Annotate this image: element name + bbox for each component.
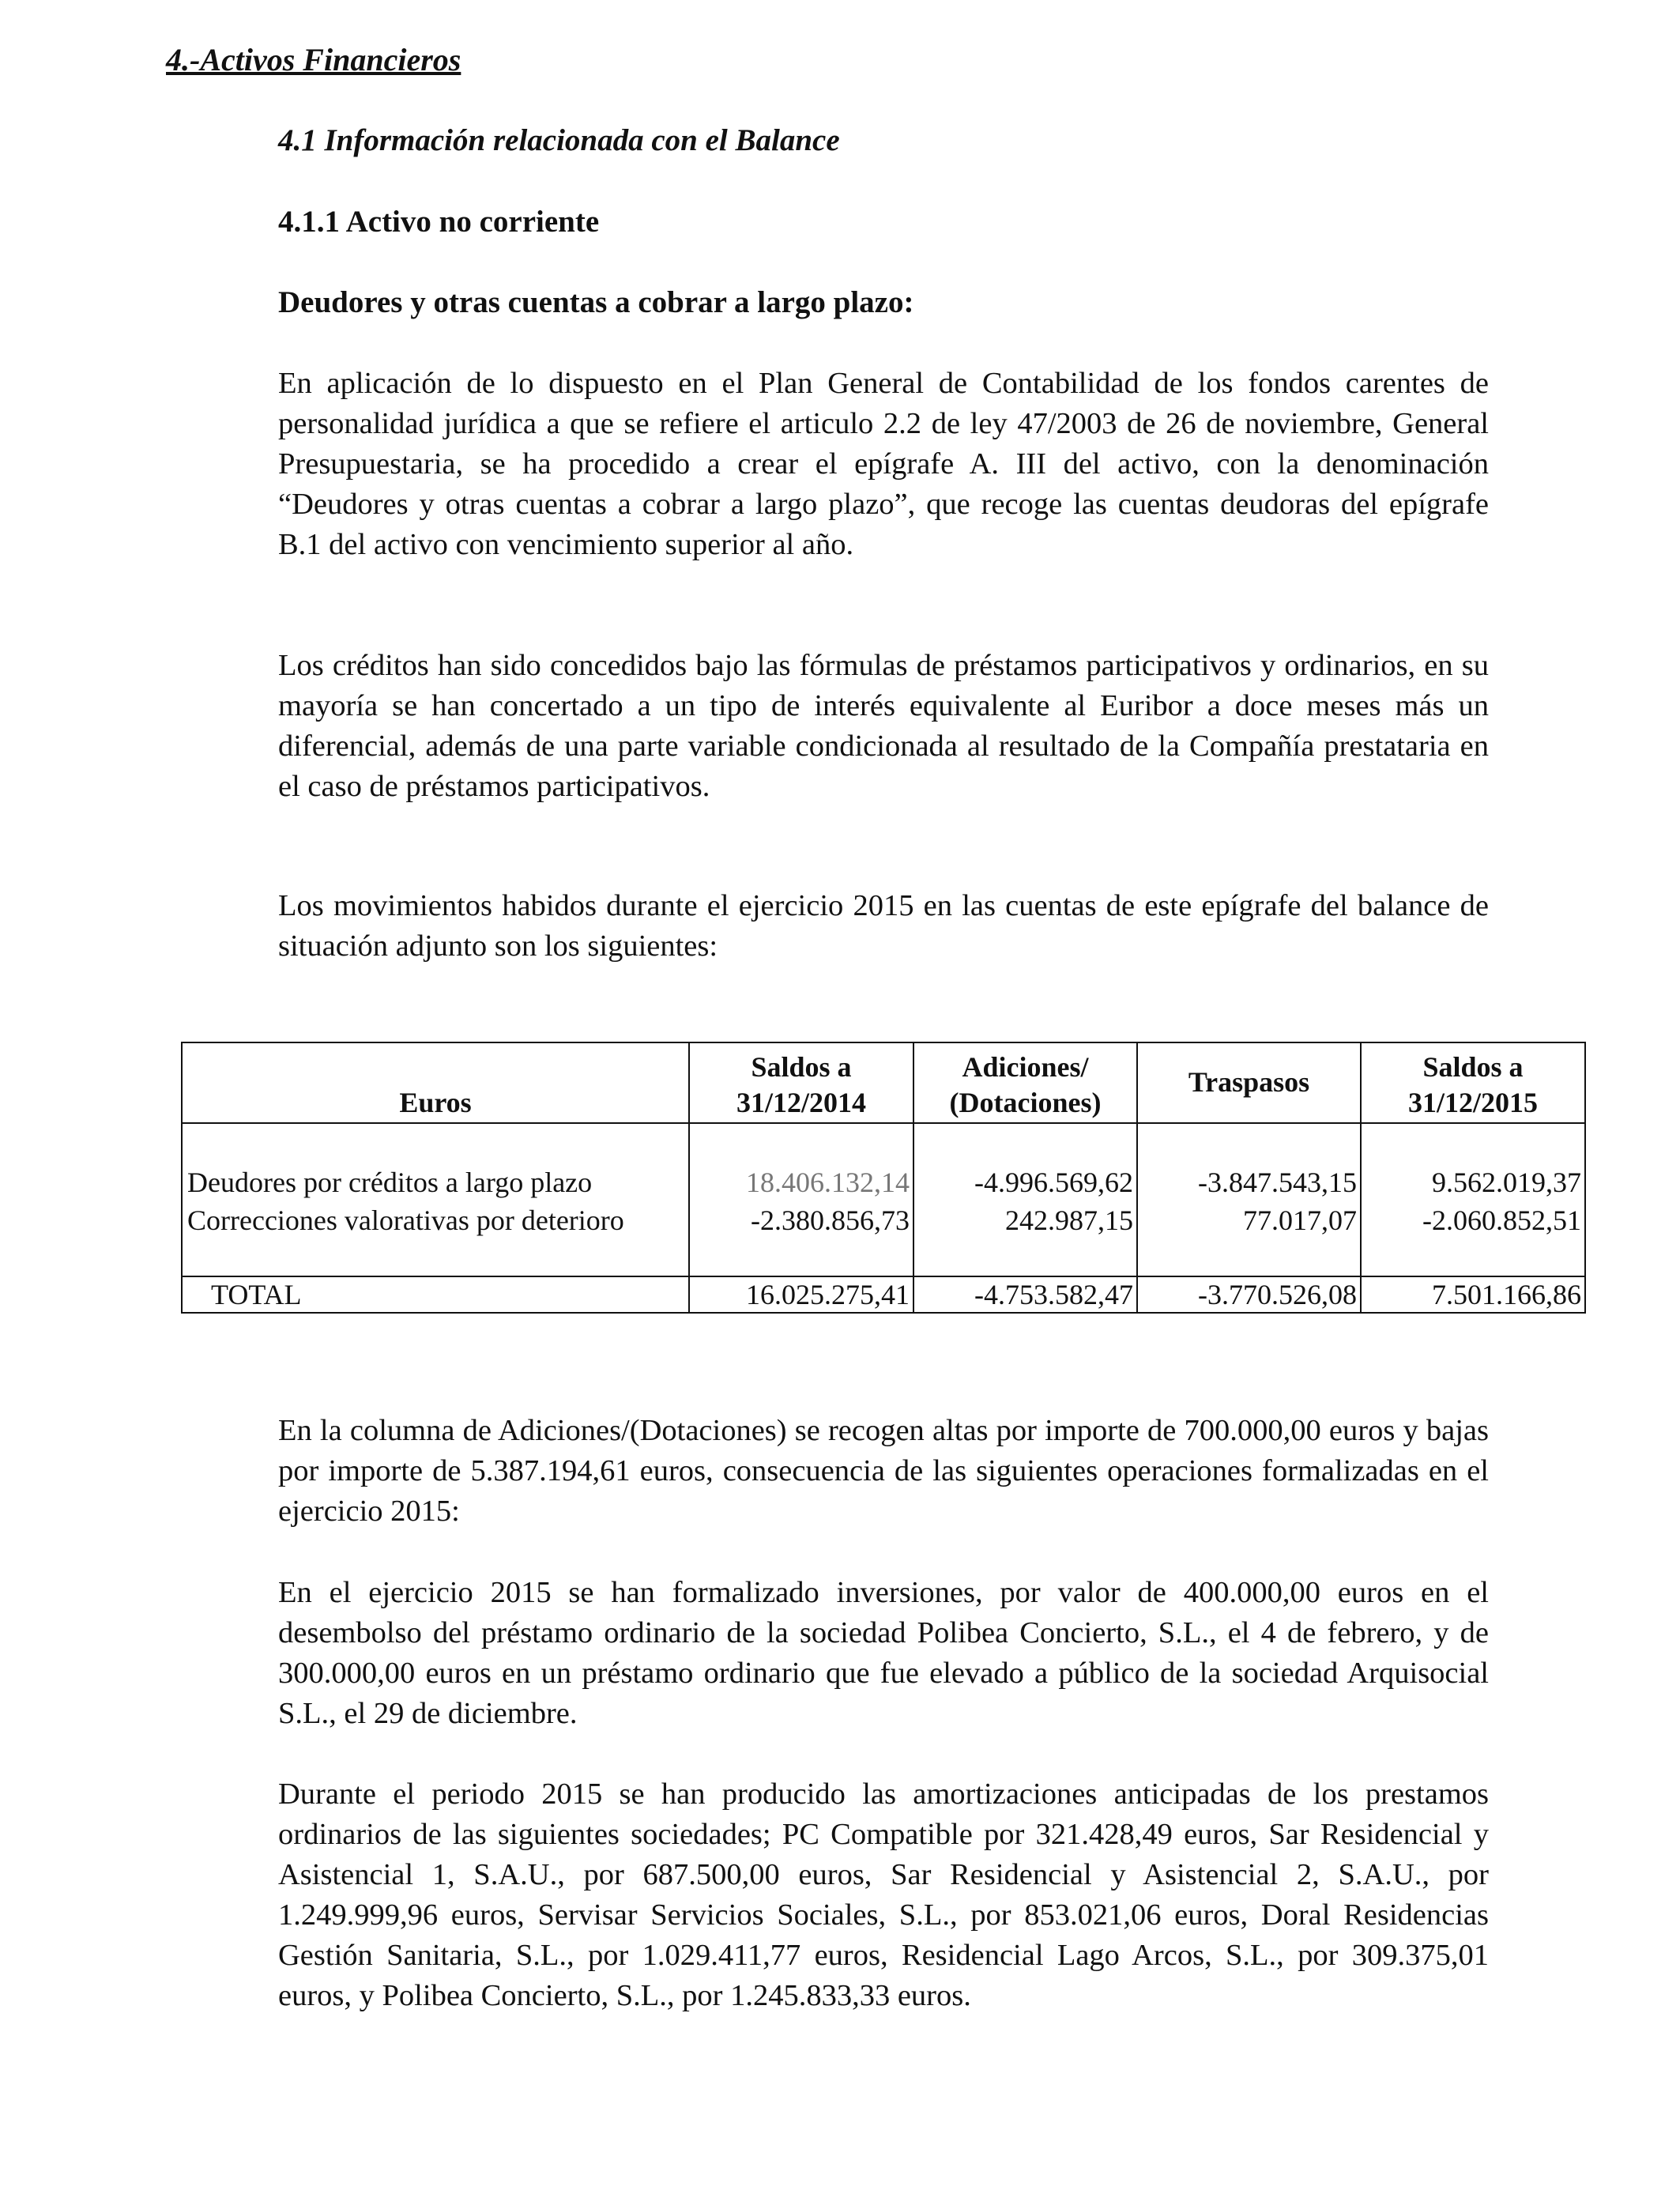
total-traspasos: -3.770.526,08	[1137, 1276, 1361, 1313]
section-heading-deudores: Deudores y otras cuentas a cobrar a largo plazo:	[278, 285, 914, 319]
row-label: Correcciones valorativas por deterioro	[182, 1201, 689, 1239]
header-saldos-2015: Saldos a 31/12/2015	[1361, 1042, 1585, 1123]
table-spacer-row	[182, 1123, 1585, 1163]
main-heading: 4.-Activos Financieros	[166, 42, 461, 77]
cell-saldos-2015: 9.562.019,37	[1361, 1163, 1585, 1201]
header-traspasos: Traspasos	[1137, 1042, 1361, 1123]
table-header-row	[182, 1042, 1585, 1123]
paragraph-amortizaciones: Durante el periodo 2015 se han producido las amortizaciones anticipadas de los prestamos ordinarios de las siguientes sociedades; PC Compatible por 321.428,49 euros, Sar Residencial y Asistencial 1, S.A.U., por 687.500,00 euros, Sar Residencial y Asistencial 2, S.A.U., por 1.249.999,96 euros, Servisar Servicios Sociales, S.L., por 853.021,06 euros, Doral Residencias Gestión Sanitaria, S.L., por 1.029.411,77 euros, Residencial Lago Arcos, S.L., por 309.375,01 euros, y Polibea Concierto, S.L., por 1.245.833,33 euros.	[278, 1777, 1489, 2012]
table-spacer-row	[182, 1239, 1585, 1276]
table-row	[182, 1163, 1585, 1201]
total-label: TOTAL	[182, 1276, 689, 1313]
paragraph-movimientos: Los movimientos habidos durante el ejercicio 2015 en las cuentas de este epígrafe del balance de situación adjunto son los siguientes:	[278, 889, 1489, 963]
header-saldos-2014: Saldos a 31/12/2014	[689, 1042, 913, 1123]
cell-adiciones: 242.987,15	[913, 1201, 1137, 1239]
cell-adiciones: -4.996.569,62	[913, 1163, 1137, 1201]
paragraph-adiciones: En la columna de Adiciones/(Dotaciones) se recogen altas por importe de 700.000,00 euros y bajas por importe de 5.387.194,61 euros, consecuencia de las siguientes operaciones formalizadas en el ejercicio 2015:	[278, 1414, 1489, 1528]
paragraph-creditos: Los créditos han sido concedidos bajo las fórmulas de préstamos participativos y ordinarios, en su mayoría se han concertado a un tipo de interés equivalente al Euribor a doce meses más un diferencial, además de una parte variable condicionada al resultado de la Compañía prestataria en el caso de préstamos participativos.	[278, 649, 1489, 803]
cell-traspasos: 77.017,07	[1137, 1201, 1361, 1239]
table-total-row	[182, 1276, 1585, 1313]
total-saldos-2015: 7.501.166,86	[1361, 1276, 1585, 1313]
cell-saldos-2014: -2.380.856,73	[689, 1201, 913, 1239]
cell-traspasos: -3.847.543,15	[1137, 1163, 1361, 1201]
paragraph-inversiones: En el ejercicio 2015 se han formalizado inversiones, por valor de 400.000,00 euros en el desembolso del préstamo ordinario de la sociedad Polibea Concierto, S.L., el 4 de febrero, y de 300.000,00 euros en un préstamo ordinario que fue elevado a público de la sociedad Arquisocial S.L., el 29 de diciembre.	[278, 1576, 1489, 1730]
subheading-balance: 4.1 Información relacionada con el Balance	[278, 123, 840, 157]
header-euros: Euros	[182, 1042, 689, 1123]
subheading-activo-no-corriente: 4.1.1 Activo no corriente	[278, 205, 600, 239]
movements-table	[181, 1042, 1586, 1314]
total-saldos-2014: 16.025.275,41	[689, 1276, 913, 1313]
total-adiciones: -4.753.582,47	[913, 1276, 1137, 1313]
paragraph-plan-general: En aplicación de lo dispuesto en el Plan General de Contabilidad de los fondos carentes de personalidad jurídica a que se refiere el articulo 2.2 de ley 47/2003 de 26 de noviembre, General Presupuestaria, se ha procedido a crear el epígrafe A. III del activo, con la denominación “Deudores y otras cuentas a cobrar a largo plazo”, que recoge las cuentas deudoras del epígrafe B.1 del activo con vencimiento superior al año.	[278, 367, 1489, 561]
row-label: Deudores por créditos a largo plazo	[182, 1163, 689, 1201]
table-row	[182, 1201, 1585, 1239]
cell-saldos-2014: 18.406.132,14	[689, 1163, 913, 1201]
cell-saldos-2015: -2.060.852,51	[1361, 1201, 1585, 1239]
header-adiciones: Adiciones/ (Dotaciones)	[913, 1042, 1137, 1123]
